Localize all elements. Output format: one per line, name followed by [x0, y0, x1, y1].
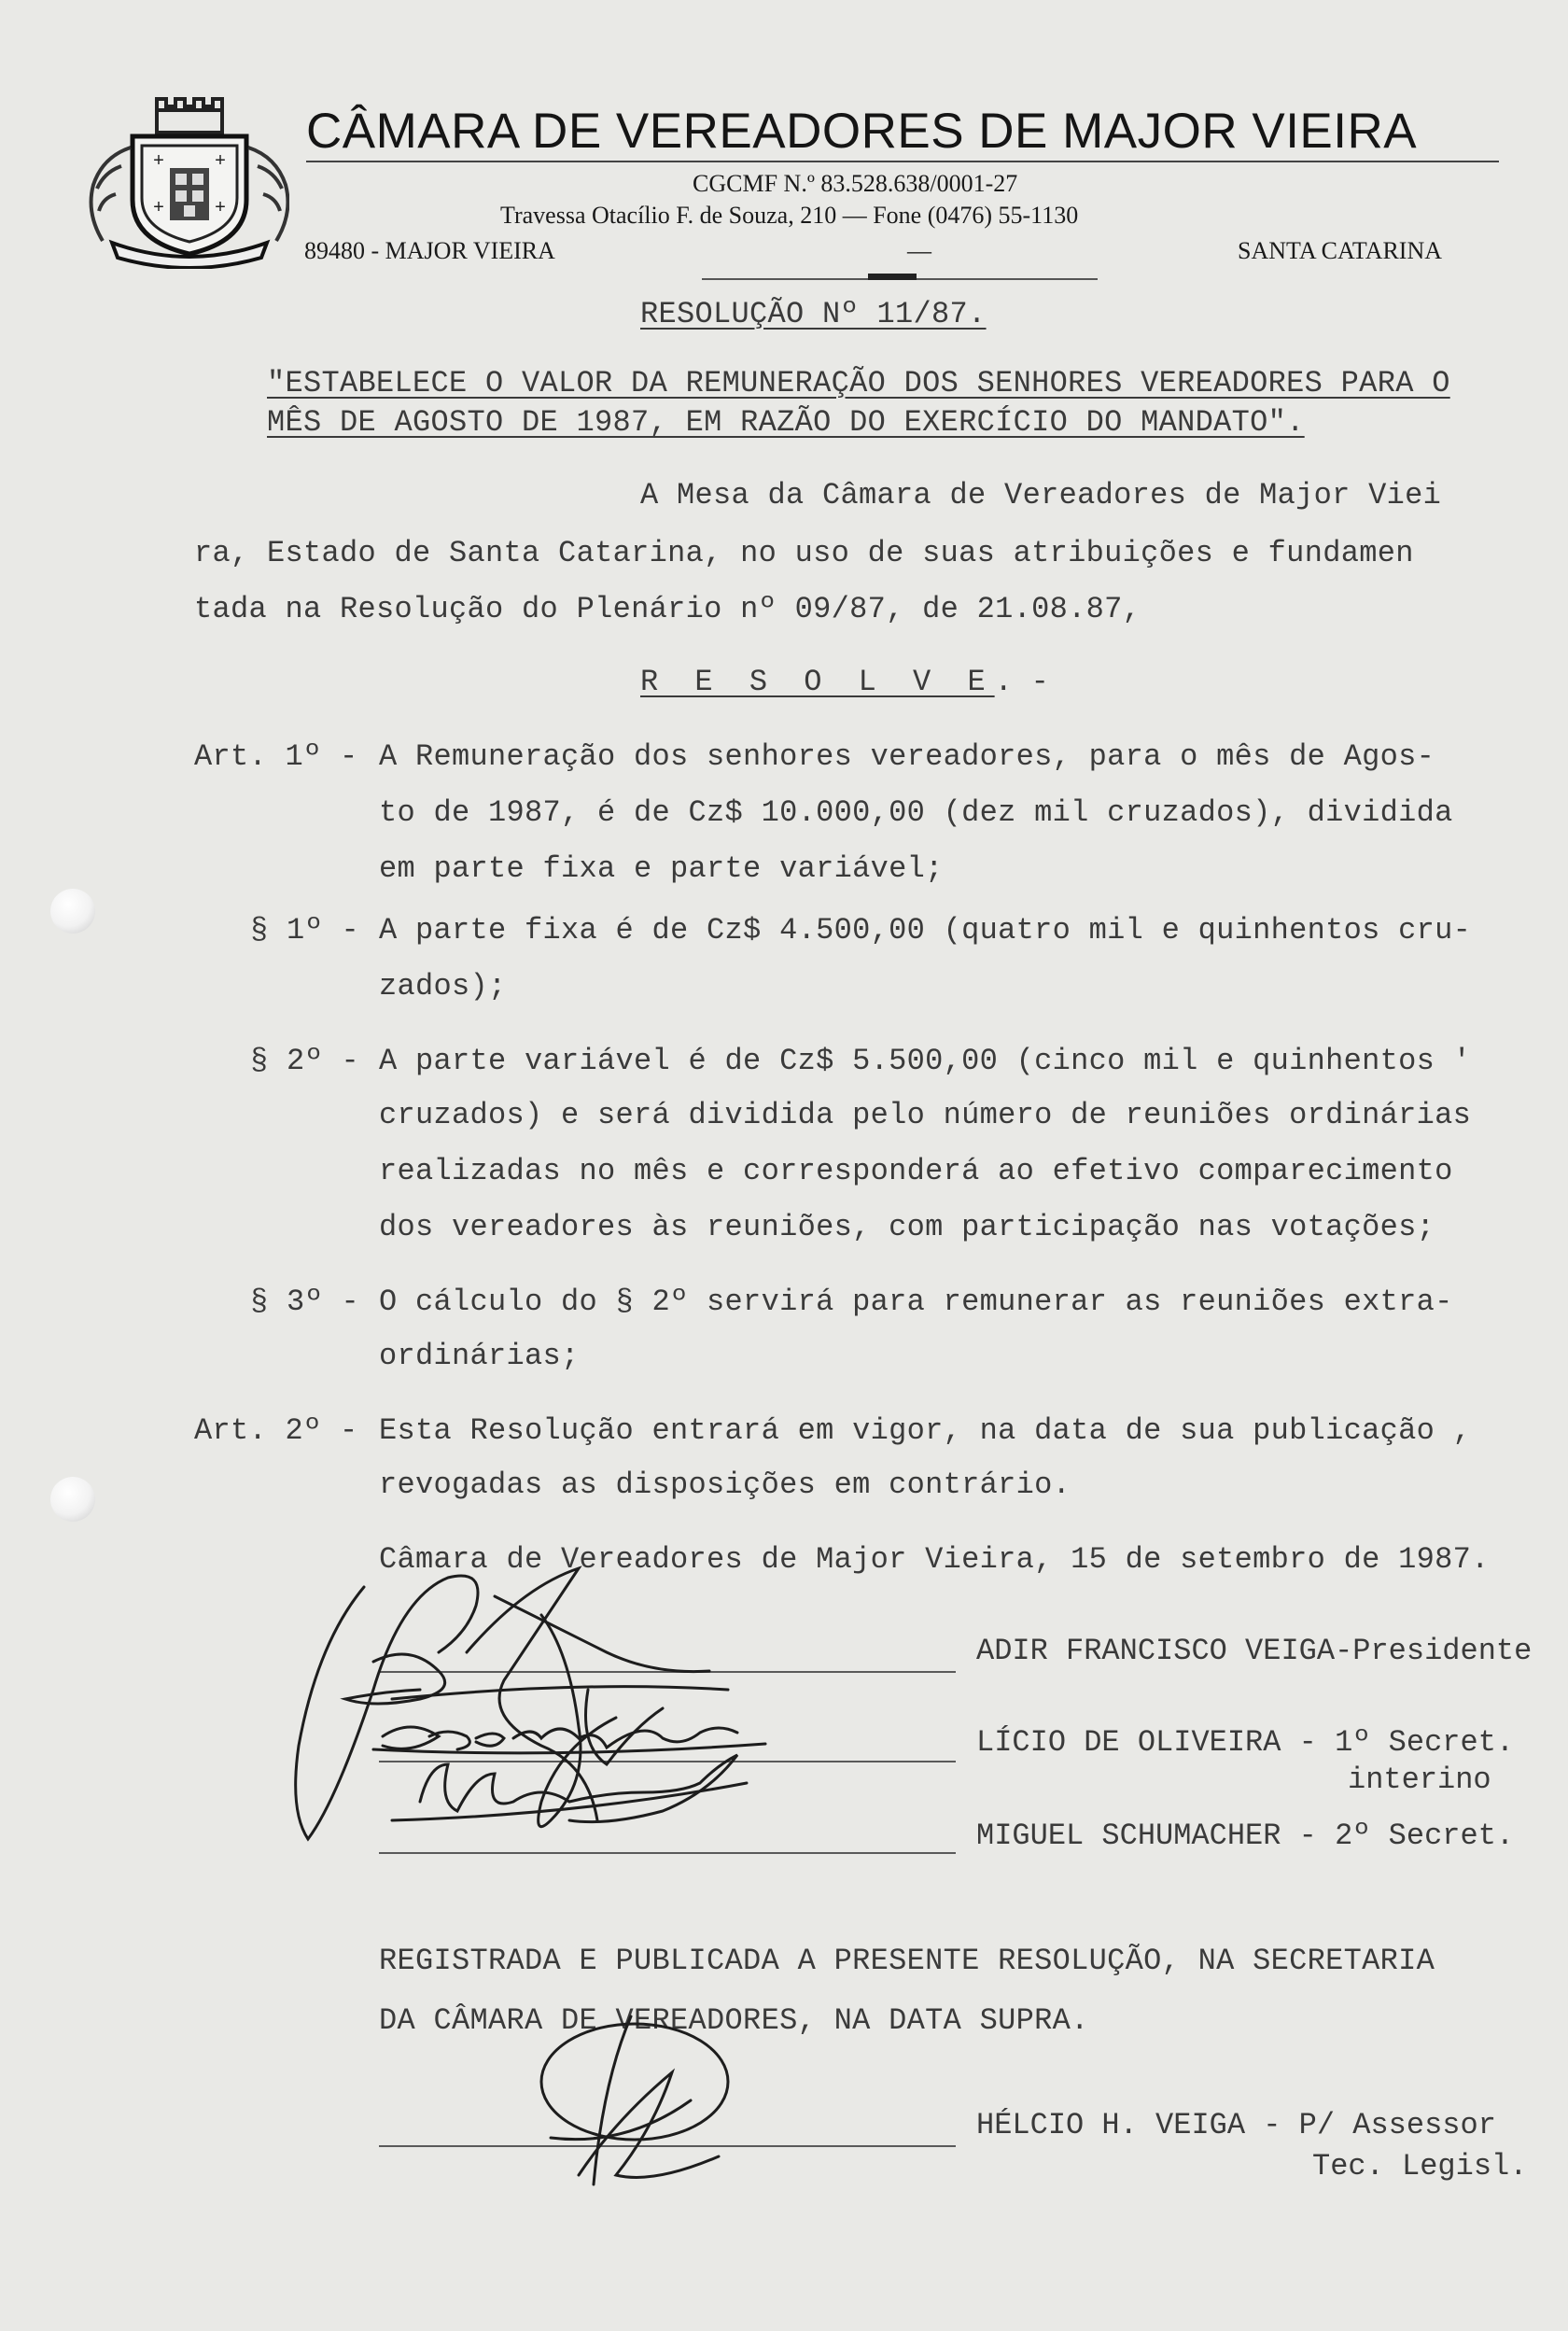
svg-text:+: +	[215, 151, 227, 173]
cgc-number: CGCMF N.º 83.528.638/0001-27	[693, 170, 1018, 197]
art2-label: Art. 2º -	[194, 1413, 358, 1448]
signatory-first-secretary-note: interino	[1348, 1762, 1491, 1797]
signatory-second-secretary: MIGUEL SCHUMACHER - 2º Secret.	[976, 1818, 1515, 1853]
signatory-first-secretary: LÍCIO DE OLIVEIRA - 1º Secret.	[976, 1725, 1515, 1760]
handwritten-signatures	[280, 1559, 989, 1876]
preamble-line-2: ra, Estado de Santa Catarina, no uso de suas atribuições e fundamen	[194, 536, 1414, 570]
art1-line-3: em parte fixa e parte variável;	[379, 851, 944, 886]
ementa-line-2: MÊS DE AGOSTO DE 1987, EM RAZÃO DO EXERCÍCIO DO MANDATO".	[267, 405, 1305, 440]
signatory-president: ADIR FRANCISCO VEIGA-Presidente	[976, 1634, 1533, 1668]
registration-line-2: DA CÂMARA DE VEREADORES, NA DATA SUPRA.	[379, 2003, 1089, 2038]
preamble-line-3: tada na Resolução do Plenário nº 09/87, de 21.08.87,	[194, 592, 1141, 626]
par2-line-4: dos vereadores às reuniões, com participação nas votações;	[379, 1210, 1435, 1244]
par3-label: § 3º -	[250, 1285, 360, 1319]
par2-line-2: cruzados) e será dividida pelo número de reuniões ordinárias	[379, 1098, 1472, 1132]
art2-line-1: Esta Resolução entrará em vigor, na data de sua publicação ,	[379, 1413, 1472, 1448]
date-line: Câmara de Vereadores de Major Vieira, 15 de setembro de 1987.	[379, 1542, 1490, 1577]
art2-line-2: revogadas as disposições em contrário.	[379, 1467, 1071, 1502]
par1-line-1: A parte fixa é de Cz$ 4.500,00 (quatro mil e quinhentos cru-	[379, 913, 1472, 948]
par3-line-2: ordinárias;	[379, 1339, 580, 1373]
svg-text:+: +	[153, 151, 165, 173]
svg-text:+: +	[153, 198, 165, 219]
art1-line-2: to de 1987, é de Cz$ 10.000,00 (dez mil cruzados), dividida	[379, 795, 1453, 830]
par2-label: § 2º -	[250, 1044, 360, 1078]
state-line: SANTA CATARINA	[1238, 237, 1443, 264]
art1-label: Art. 1º -	[194, 739, 358, 774]
assessor-title: Tec. Legisl.	[1312, 2149, 1528, 2184]
resolve-tail: . -	[994, 665, 1050, 699]
preamble-line-1: A Mesa da Câmara de Vereadores de Major Viei	[640, 478, 1442, 513]
header-rule	[306, 161, 1499, 162]
assessor-name: HÉLCIO H. VEIGA - P/ Assessor	[976, 2108, 1496, 2142]
assessor-handwritten-signature	[523, 2007, 747, 2203]
par1-label: § 1º -	[250, 913, 360, 948]
header-dash: —	[907, 237, 931, 264]
resolve-word: R E S O L V E	[640, 665, 995, 699]
resolve-heading	[640, 665, 1049, 699]
punch-hole-upper	[50, 889, 95, 934]
resolution-title: RESOLUÇÃO Nº 11/87.	[640, 297, 987, 331]
address-line: Travessa Otacílio F. de Souza, 210 — Fone (0476) 55-1130	[500, 202, 1079, 229]
separator-bold	[868, 274, 917, 280]
ementa-line-1: "ESTABELECE O VALOR DA REMUNERAÇÃO DOS SENHORES VEREADORES PARA O	[267, 366, 1450, 400]
coat-of-arms-icon	[75, 91, 289, 269]
punch-hole-lower	[50, 1477, 95, 1522]
svg-text:+: +	[215, 198, 227, 219]
registration-line-1: REGISTRADA E PUBLICADA A PRESENTE RESOLUÇÃO, NA SECRETARIA	[379, 1944, 1435, 1978]
city-line: 89480 - MAJOR VIEIRA	[304, 237, 555, 264]
art1-line-1: A Remuneração dos senhores vereadores, para o mês de Agos-	[379, 739, 1435, 774]
par2-line-1: A parte variável é de Cz$ 5.500,00 (cinco mil e quinhentos '	[379, 1044, 1472, 1078]
par2-line-3: realizadas no mês e corresponderá ao efetivo comparecimento	[379, 1154, 1453, 1188]
par3-line-1: O cálculo do § 2º servirá para remunerar as reuniões extra-	[379, 1285, 1453, 1319]
organization-name: CÂMARA DE VEREADORES DE MAJOR VIEIRA	[306, 104, 1418, 159]
par1-line-2: zados);	[379, 969, 507, 1004]
